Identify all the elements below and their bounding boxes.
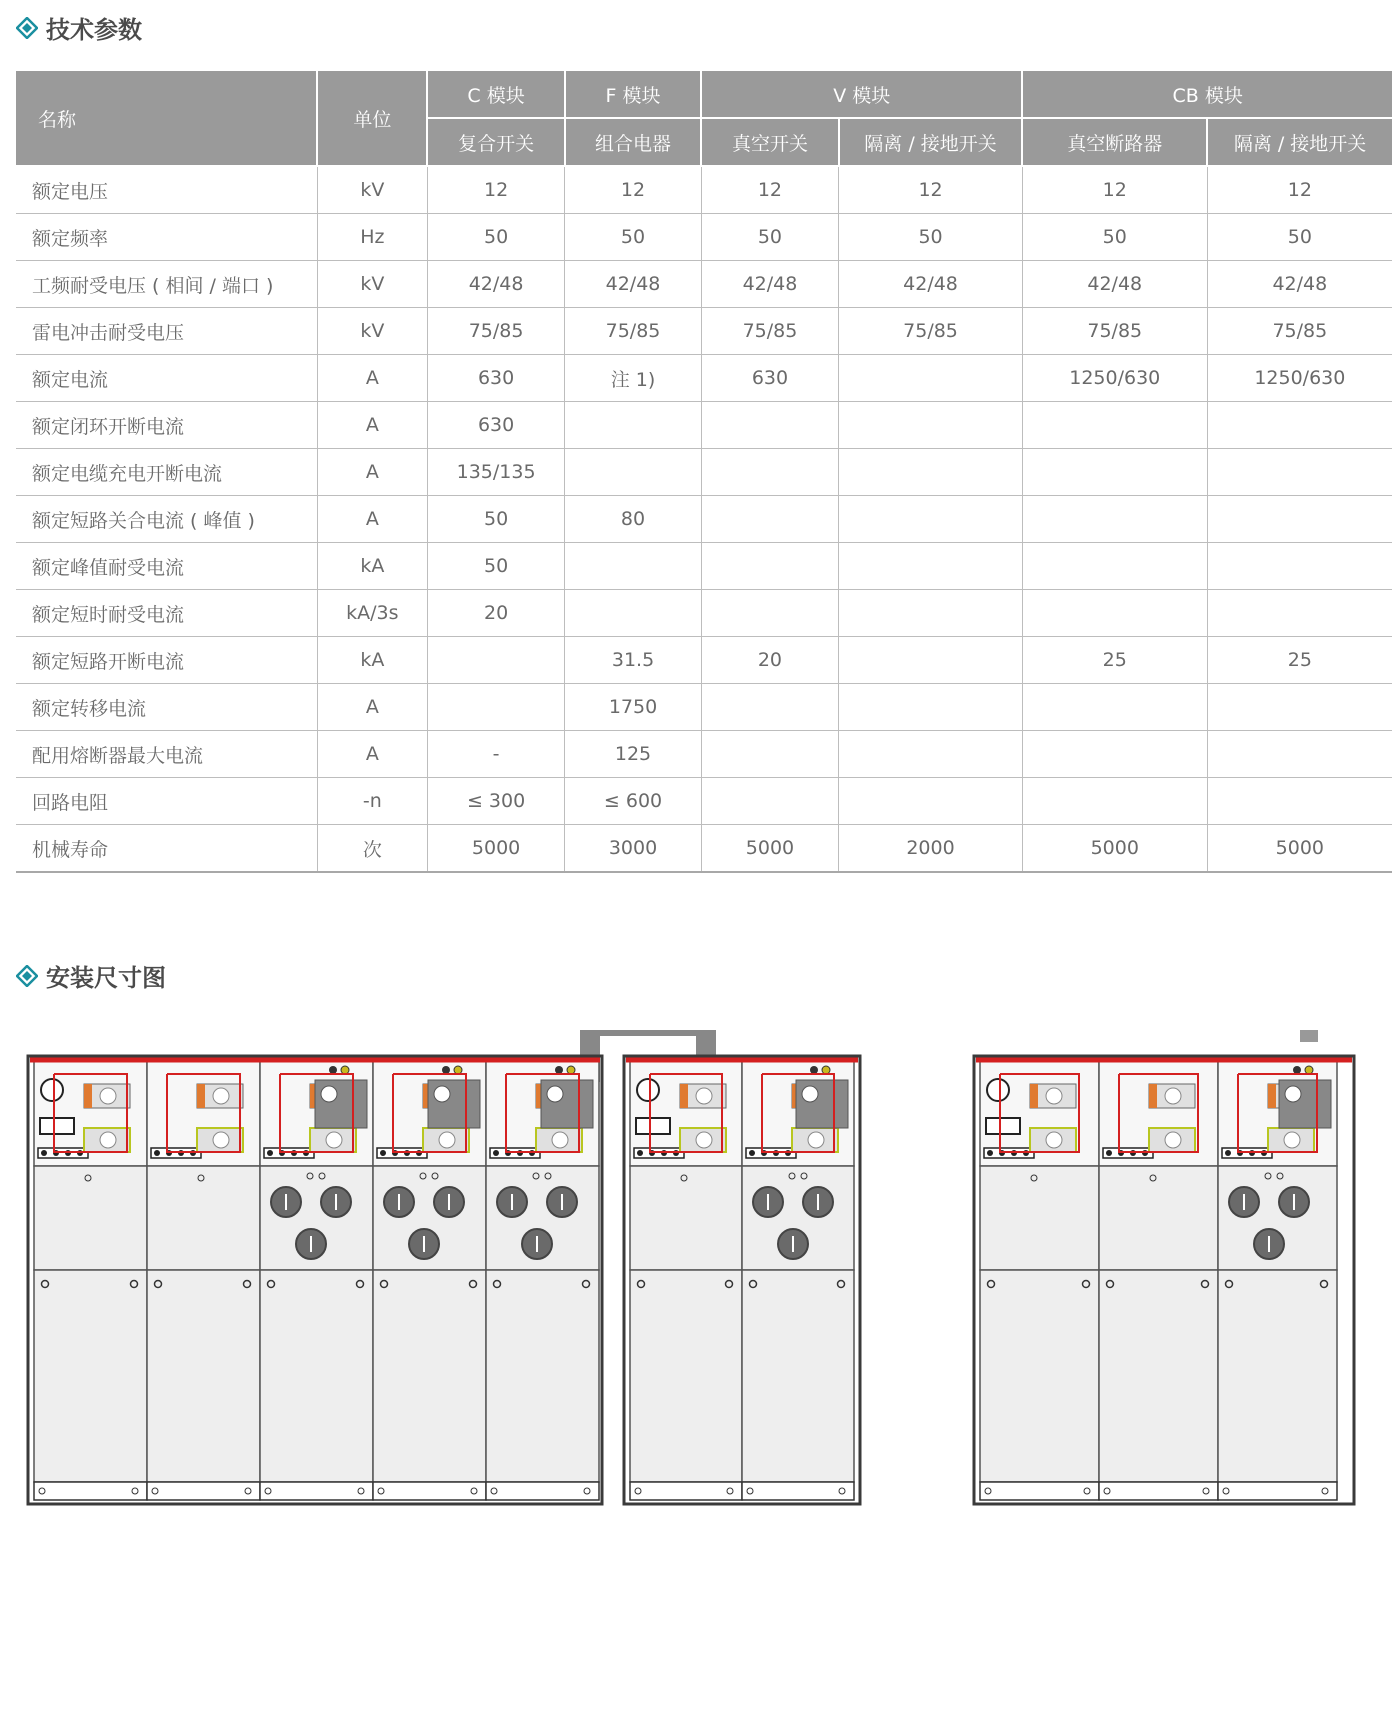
subheader: 隔离 / 接地开关 (839, 118, 1023, 166)
table-row (16, 308, 1392, 355)
operating-socket-icon (213, 1088, 229, 1104)
indicator-lamp-icon (810, 1066, 818, 1074)
led-icon (41, 1150, 47, 1156)
operating-socket-icon (696, 1132, 712, 1148)
led-icon (1225, 1150, 1231, 1156)
table-row (16, 449, 1392, 496)
bushing (1300, 1030, 1318, 1042)
param-name: 额定峰值耐受电流 (16, 543, 317, 590)
cable-door (260, 1270, 373, 1482)
diamond-bullet-icon (16, 965, 38, 987)
param-value: 12 (565, 166, 701, 214)
param-unit: A (317, 449, 427, 496)
middle-compartment (630, 1166, 742, 1270)
subheader: 复合开关 (427, 118, 564, 166)
param-value (1207, 778, 1392, 825)
param-value (1207, 543, 1392, 590)
param-unit: A (317, 496, 427, 543)
param-value: 630 (427, 402, 564, 449)
param-value: 注 1) (565, 355, 701, 402)
param-value: 25 (1207, 637, 1392, 684)
param-value: ≤ 600 (565, 778, 701, 825)
plinth (742, 1482, 854, 1500)
param-value: 630 (427, 355, 564, 402)
section-title-text: 技术参数 (46, 16, 142, 44)
cabinet-group (974, 1056, 1354, 1504)
param-unit: kV (317, 261, 427, 308)
voltage-indicator-icon (986, 1118, 1020, 1134)
led-icon (987, 1150, 993, 1156)
table-row (16, 261, 1392, 308)
header-name: 名称 (16, 71, 317, 166)
param-value (1022, 731, 1207, 778)
param-value: 75/85 (1022, 308, 1207, 355)
param-unit: kA (317, 637, 427, 684)
param-name: 回路电阻 (16, 778, 317, 825)
table-row (16, 355, 1392, 402)
header-module-cb: CB 模块 (1022, 71, 1392, 118)
param-value: - (427, 731, 564, 778)
brand-logo-icon (41, 1079, 63, 1101)
param-value: 42/48 (427, 261, 564, 308)
subheader: 真空开关 (701, 118, 838, 166)
param-value (427, 637, 564, 684)
table-row (16, 684, 1392, 731)
table-row (16, 402, 1392, 449)
table-row (16, 590, 1392, 637)
param-value (1022, 590, 1207, 637)
middle-compartment (980, 1166, 1099, 1270)
brand-logo-icon (987, 1079, 1009, 1101)
indicator-lamp-icon (341, 1066, 349, 1074)
cabinet-group (28, 1056, 602, 1504)
brand-logo-icon (637, 1079, 659, 1101)
indicator-lamp-icon (822, 1066, 830, 1074)
param-value (1207, 402, 1392, 449)
plinth (147, 1482, 260, 1500)
param-value: 50 (565, 214, 701, 261)
orange-tab (680, 1084, 688, 1108)
middle-compartment (34, 1166, 147, 1270)
param-value: 12 (701, 166, 838, 214)
param-value: 50 (427, 543, 564, 590)
param-name: 额定短路开断电流 (16, 637, 317, 684)
indicator-lamp-icon (329, 1066, 337, 1074)
cable-door (1099, 1270, 1218, 1482)
param-value (701, 590, 838, 637)
param-value: 12 (427, 166, 564, 214)
plinth (34, 1482, 147, 1500)
param-value (701, 778, 838, 825)
param-value: 50 (701, 214, 838, 261)
param-value: 630 (701, 355, 838, 402)
param-value (1207, 590, 1392, 637)
plinth (630, 1482, 742, 1500)
param-value (565, 402, 701, 449)
param-unit: A (317, 684, 427, 731)
operating-socket-icon (1165, 1088, 1181, 1104)
subheader: 隔离 / 接地开关 (1207, 118, 1392, 166)
param-value (1022, 778, 1207, 825)
param-value: 75/85 (1207, 308, 1392, 355)
param-value: 42/48 (839, 261, 1023, 308)
param-value: 5000 (1022, 825, 1207, 873)
led-icon (493, 1150, 499, 1156)
cable-door (980, 1270, 1099, 1482)
voltage-indicator-icon (636, 1118, 670, 1134)
connector-bar (580, 1030, 716, 1036)
indicator-lamp-icon (442, 1066, 450, 1074)
param-value (839, 590, 1023, 637)
orange-tab (1030, 1084, 1038, 1108)
param-value: 12 (1022, 166, 1207, 214)
orange-tab (197, 1084, 205, 1108)
param-value: 1750 (565, 684, 701, 731)
fuse-mechanism (1279, 1080, 1331, 1128)
indicator-lamp-icon (454, 1066, 462, 1074)
voltage-indicator-icon (40, 1118, 74, 1134)
param-value (701, 496, 838, 543)
param-unit: kV (317, 308, 427, 355)
param-value: 50 (1207, 214, 1392, 261)
param-value (1207, 496, 1392, 543)
cabinet (260, 1060, 373, 1500)
table-row (16, 543, 1392, 590)
param-value (565, 590, 701, 637)
param-value: 42/48 (1207, 261, 1392, 308)
param-unit: kA/3s (317, 590, 427, 637)
param-value: 75/85 (839, 308, 1023, 355)
param-value: 1250/630 (1022, 355, 1207, 402)
param-value (1022, 449, 1207, 496)
param-value: 25 (1022, 637, 1207, 684)
indicator-lamp-icon (1293, 1066, 1301, 1074)
table-row (16, 778, 1392, 825)
operating-socket-icon (100, 1132, 116, 1148)
param-name: 机械寿命 (16, 825, 317, 873)
header-module-v: V 模块 (701, 71, 1022, 118)
param-value (839, 731, 1023, 778)
plinth (486, 1482, 599, 1500)
cable-door (742, 1270, 854, 1482)
param-value: 42/48 (701, 261, 838, 308)
param-name: 额定电流 (16, 355, 317, 402)
param-unit: Hz (317, 214, 427, 261)
param-value: 50 (427, 496, 564, 543)
param-unit: A (317, 731, 427, 778)
param-value: 50 (1022, 214, 1207, 261)
middle-compartment (1099, 1166, 1218, 1270)
operating-socket-icon (213, 1132, 229, 1148)
subheader: 真空断路器 (1022, 118, 1207, 166)
operating-socket-icon (1046, 1132, 1062, 1148)
param-value (1022, 496, 1207, 543)
param-value (701, 684, 838, 731)
led-icon (637, 1150, 643, 1156)
led-icon (154, 1150, 160, 1156)
operating-socket-icon (321, 1086, 337, 1102)
param-value: 5000 (427, 825, 564, 873)
fuse-mechanism (315, 1080, 367, 1128)
param-value: 75/85 (565, 308, 701, 355)
param-value: 125 (565, 731, 701, 778)
operating-socket-icon (802, 1086, 818, 1102)
operating-socket-icon (1284, 1132, 1300, 1148)
param-unit: kA (317, 543, 427, 590)
cabinet (373, 1060, 486, 1500)
operating-socket-icon (1285, 1086, 1301, 1102)
subheader: 组合电器 (565, 118, 701, 166)
cabinet (147, 1060, 260, 1500)
led-icon (749, 1150, 755, 1156)
plinth (1099, 1482, 1218, 1500)
param-value (839, 449, 1023, 496)
table-row (16, 496, 1392, 543)
table-row (16, 166, 1392, 214)
operating-socket-icon (552, 1132, 568, 1148)
operating-socket-icon (434, 1086, 450, 1102)
param-value: 20 (701, 637, 838, 684)
cable-door (1218, 1270, 1337, 1482)
led-icon (267, 1150, 273, 1156)
param-value (701, 543, 838, 590)
table-row (16, 637, 1392, 684)
param-value (701, 731, 838, 778)
header-module-f: F 模块 (565, 71, 701, 118)
cable-door (630, 1270, 742, 1482)
param-unit: A (317, 402, 427, 449)
orange-tab (1268, 1084, 1276, 1108)
param-value: 42/48 (565, 261, 701, 308)
param-value: 3000 (565, 825, 701, 873)
indicator-lamp-icon (555, 1066, 563, 1074)
switchgear-elevation-drawing (0, 1030, 1400, 1590)
fuse-mechanism (428, 1080, 480, 1128)
param-value (1207, 449, 1392, 496)
param-name: 额定电压 (16, 166, 317, 214)
param-name: 额定转移电流 (16, 684, 317, 731)
param-value (1022, 543, 1207, 590)
param-name: 额定短路关合电流 ( 峰值 ) (16, 496, 317, 543)
cabinet (34, 1060, 147, 1500)
param-name: 额定电缆充电开断电流 (16, 449, 317, 496)
operating-socket-icon (100, 1088, 116, 1104)
operating-socket-icon (1046, 1088, 1062, 1104)
cabinet-group (624, 1056, 860, 1504)
operating-socket-icon (326, 1132, 342, 1148)
orange-tab (1149, 1084, 1157, 1108)
param-value: 80 (565, 496, 701, 543)
cabinet (1099, 1060, 1218, 1500)
indicator-lamp-icon (567, 1066, 575, 1074)
section-title-params (16, 10, 142, 45)
table-row (16, 214, 1392, 261)
param-unit: -n (317, 778, 427, 825)
middle-compartment (147, 1166, 260, 1270)
param-name: 工频耐受电压 ( 相间 / 端口 ) (16, 261, 317, 308)
param-value: 42/48 (1022, 261, 1207, 308)
orange-tab (84, 1084, 92, 1108)
cabinet (742, 1060, 854, 1500)
cabinet (486, 1060, 599, 1500)
param-value: 31.5 (565, 637, 701, 684)
param-value (565, 543, 701, 590)
param-name: 额定闭环开断电流 (16, 402, 317, 449)
param-value (701, 449, 838, 496)
param-value: 20 (427, 590, 564, 637)
param-unit: A (317, 355, 427, 402)
param-value: 135/135 (427, 449, 564, 496)
param-value (1022, 402, 1207, 449)
param-value (427, 684, 564, 731)
param-name: 雷电冲击耐受电压 (16, 308, 317, 355)
operating-socket-icon (547, 1086, 563, 1102)
spec-table (16, 71, 1392, 873)
param-value (1207, 684, 1392, 731)
plinth (980, 1482, 1099, 1500)
param-value: 5000 (1207, 825, 1392, 873)
operating-socket-icon (808, 1132, 824, 1148)
header-module-c: C 模块 (427, 71, 564, 118)
param-name: 额定频率 (16, 214, 317, 261)
param-value (1207, 731, 1392, 778)
param-value: 5000 (701, 825, 838, 873)
cable-door (373, 1270, 486, 1482)
operating-socket-icon (1165, 1132, 1181, 1148)
table-row (16, 731, 1392, 778)
led-icon (380, 1150, 386, 1156)
param-name: 额定短时耐受电流 (16, 590, 317, 637)
param-value: ≤ 300 (427, 778, 564, 825)
cabinet (1218, 1060, 1337, 1500)
param-name: 配用熔断器最大电流 (16, 731, 317, 778)
table-row (16, 825, 1392, 873)
header-row-modules (16, 71, 1392, 118)
param-unit: kV (317, 166, 427, 214)
param-value (839, 402, 1023, 449)
plinth (373, 1482, 486, 1500)
fuse-mechanism (796, 1080, 848, 1128)
param-value: 12 (839, 166, 1023, 214)
param-value (701, 402, 838, 449)
cable-door (34, 1270, 147, 1482)
param-value (839, 637, 1023, 684)
param-value (839, 778, 1023, 825)
param-unit: 次 (317, 825, 427, 873)
param-value (565, 449, 701, 496)
param-value: 2000 (839, 825, 1023, 873)
fuse-mechanism (541, 1080, 593, 1128)
param-value (839, 684, 1023, 731)
diamond-bullet-icon (16, 17, 38, 39)
param-value: 75/85 (701, 308, 838, 355)
param-value: 75/85 (427, 308, 564, 355)
indicator-lamp-icon (1305, 1066, 1313, 1074)
param-value: 12 (1207, 166, 1392, 214)
led-icon (1106, 1150, 1112, 1156)
param-value (1022, 684, 1207, 731)
operating-socket-icon (439, 1132, 455, 1148)
param-value: 50 (839, 214, 1023, 261)
header-unit: 单位 (317, 71, 427, 166)
cabinet (630, 1060, 742, 1500)
cable-door (147, 1270, 260, 1482)
section-title-text: 安装尺寸图 (46, 964, 166, 992)
param-value (839, 355, 1023, 402)
plinth (1218, 1482, 1337, 1500)
plinth (260, 1482, 373, 1500)
param-value: 50 (427, 214, 564, 261)
cable-door (486, 1270, 599, 1482)
param-value (839, 543, 1023, 590)
operating-socket-icon (696, 1088, 712, 1104)
spec-table-body (16, 166, 1392, 872)
param-value: 1250/630 (1207, 355, 1392, 402)
cabinet (980, 1060, 1099, 1500)
section-title-install (16, 958, 166, 993)
param-value (839, 496, 1023, 543)
